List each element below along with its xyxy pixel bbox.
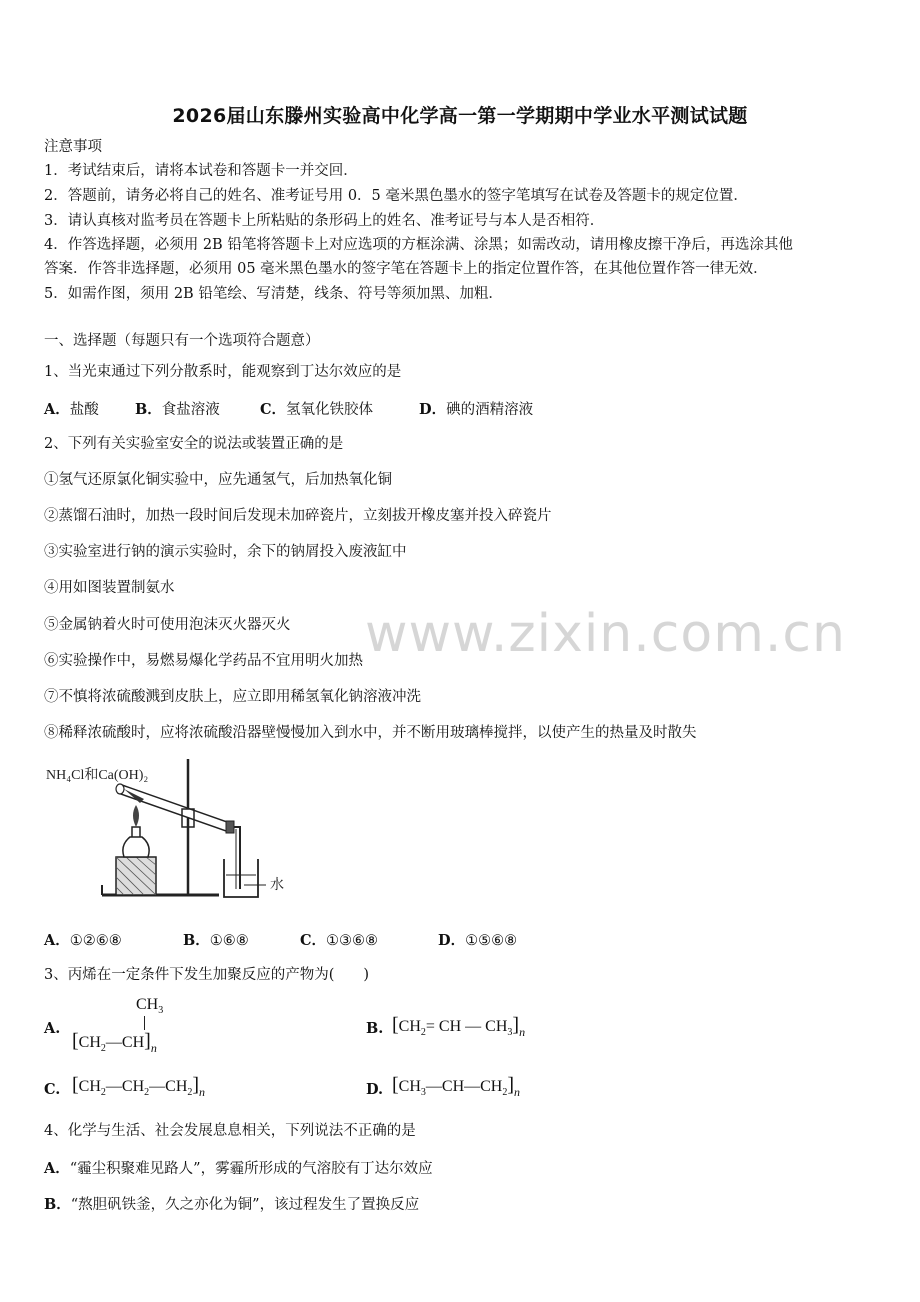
q2-statement: ②蒸馏石油时，加热一段时间后发现未加碎瓷片，立刻拔开橡皮塞并投入碎瓷片 — [44, 508, 552, 524]
q3-option-a-label: A. — [44, 1020, 61, 1037]
q3-a-bond — [144, 1016, 145, 1030]
q2-statement: ⑦不慎将浓硫酸溅到皮肤上，应立即用稀氢氧化钠溶液冲洗 — [44, 689, 421, 705]
q3-option-b-label: B. — [366, 1020, 384, 1037]
q2-option-a: A．①②⑥⑧ — [44, 932, 122, 949]
notice-heading: 注意事项 — [44, 139, 102, 155]
q2-statement: ①氢气还原氯化铜实验中，应先通氢气，后加热氧化铜 — [44, 472, 392, 488]
q2-statement: ④用如图装置制氨水 — [44, 580, 175, 596]
water-label: 水 — [270, 877, 284, 893]
notice-item: 3．请认真核对监考员在答题卡上所粘贴的条形码上的姓名、准考证号与本人是否相符． — [44, 213, 605, 229]
q4-option-a: A．“霾尘积聚难见路人”，雾霾所形成的气溶胶有丁达尔效应 — [44, 1160, 433, 1177]
q3-a-methyl: $CH_3$ — [136, 996, 164, 1017]
page-title: 2026届山东滕州实验高中化学高一第一学期期中学业水平测试试题 — [172, 105, 748, 127]
q1-option-d: D．碘的酒精溶液 — [419, 401, 534, 418]
q1-option-b: B．食盐溶液 — [135, 401, 220, 418]
q2-statement: ⑥实验操作中，易燃易爆化学药品不宜用明火加热 — [44, 653, 363, 669]
notice-item: 答案．作答非选择题，必须用 05 毫米黑色墨水的签字笔在答题卡上的指定位置作答，在其他位置作答一律无效． — [44, 261, 768, 277]
section-heading: 一、选择题（每题只有一个选项符合题意） — [44, 333, 320, 349]
notice-item: 4．作答选择题，必须用 2B 铅笔将答题卡上对应选项的方框涂满、涂黑；如需改动，请用橡皮擦干净后，再选涂其他 — [44, 237, 793, 253]
ammonia-apparatus-figure — [44, 757, 304, 907]
q2-option-b: B．①⑥⑧ — [183, 932, 249, 949]
question-1-stem: 1、当光束通过下列分散系时，能观察到丁达尔效应的是 — [44, 364, 402, 380]
q3-d-formula: $[CH_3—CH—CH_2]_n$ — [392, 1074, 521, 1099]
watermark: www.zixin.com.cn — [365, 604, 846, 664]
notice-item: 5．如需作图，须用 2B 铅笔绘、写清楚，线条、符号等须加黑、加粗． — [44, 286, 503, 302]
q3-b-formula: [$CH_2=$ CH — $CH_3]_n$ — [392, 1014, 526, 1039]
q3-option-d-label: D. — [366, 1081, 384, 1098]
question-3-stem: 3、丙烯在一定条件下发生加聚反应的产物为( ) — [44, 967, 370, 983]
notice-item: 2．答题前，请务必将自己的姓名、准考证号用 0．5 毫米黑色墨水的签字笔填写在试卷及答题卡的规定位置． — [44, 188, 748, 204]
q2-statement: ⑤金属钠着火时可使用泡沫灭火器灭火 — [44, 617, 291, 633]
question-4-stem: 4、化学与生活、社会发展息息相关，下列说法不正确的是 — [44, 1123, 416, 1139]
q3-a-formula: $[CH_2—CH]_n$ — [72, 1030, 157, 1055]
q1-option-c: C．氢氧化铁胶体 — [260, 401, 374, 418]
q2-option-d: D．①⑤⑥⑧ — [438, 932, 518, 949]
q4-option-b: B．“熬胆矾铁釜，久之亦化为铜”，该过程发生了置换反应 — [44, 1196, 420, 1213]
q2-option-c: C．①③⑥⑧ — [300, 932, 379, 949]
q2-statement: ③实验室进行钠的演示实验时，余下的钠屑投入废液缸中 — [44, 544, 407, 560]
q1-option-a: A．盐酸 — [44, 401, 99, 418]
q3-c-formula: $[CH_2—CH_2—CH_2]_n$ — [72, 1074, 206, 1099]
notice-item: 1．考试结束后，请将本试卷和答题卡一并交回． — [44, 163, 358, 179]
question-2-stem: 2、下列有关实验室安全的说法或装置正确的是 — [44, 436, 344, 452]
reagent-label: NH₄Cl和Ca(OH)₂ — [46, 768, 149, 783]
q3-option-c-label: C. — [44, 1081, 61, 1098]
q2-statement: ⑧稀释浓硫酸时，应将浓硫酸沿器壁慢慢加入到水中，并不断用玻璃棒搅拌，以使产生的热量及时散失 — [44, 725, 697, 741]
